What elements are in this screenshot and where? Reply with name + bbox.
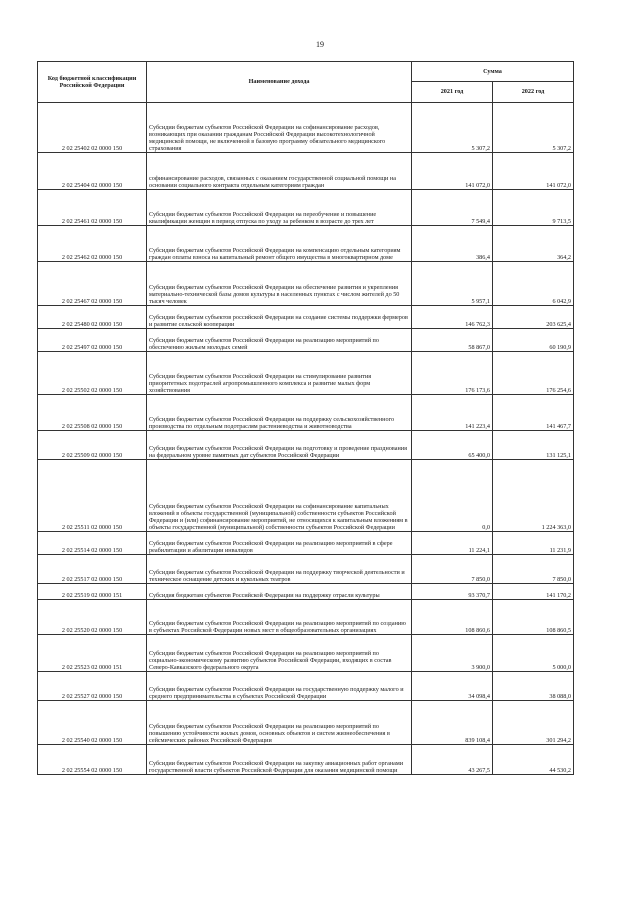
row-code: 2 02 25467 02 0000 150 bbox=[38, 262, 147, 306]
row-value-2021: 839 108,4 bbox=[412, 701, 493, 745]
table-row bbox=[38, 352, 574, 395]
row-value-2021: 5 957,1 bbox=[412, 262, 493, 306]
row-name: Субсидии бюджетам субъектов Российской Федерации на компенсацию отдельным категориям граждан оплаты взноса на капитальный ремонт общего имущества в многоквартирном доме bbox=[147, 226, 412, 262]
row-code: 2 02 25554 02 0000 150 bbox=[38, 745, 147, 775]
row-value-2022: 5 307,2 bbox=[493, 103, 574, 153]
row-code: 2 02 25517 02 0000 150 bbox=[38, 555, 147, 584]
row-value-2021: 5 307,2 bbox=[412, 103, 493, 153]
row-value-2021: 176 173,6 bbox=[412, 352, 493, 395]
row-value-2022: 301 294,2 bbox=[493, 701, 574, 745]
row-value-2022: 7 850,0 bbox=[493, 555, 574, 584]
row-value-2021: 65 400,0 bbox=[412, 431, 493, 460]
row-value-2022: 141 072,0 bbox=[493, 153, 574, 190]
table-row bbox=[38, 635, 574, 672]
row-value-2022: 9 713,5 bbox=[493, 190, 574, 226]
row-name: Субсидии бюджетам субъектов Российской Федерации на государственную поддержку малого и среднего предпринимательства в субъектах Российской Федерации bbox=[147, 672, 412, 701]
row-value-2021: 141 072,0 bbox=[412, 153, 493, 190]
table-row bbox=[38, 745, 574, 775]
row-value-2021: 34 098,4 bbox=[412, 672, 493, 701]
row-code: 2 02 25540 02 0000 150 bbox=[38, 701, 147, 745]
row-value-2022: 60 190,9 bbox=[493, 329, 574, 352]
row-value-2022: 141 467,7 bbox=[493, 395, 574, 431]
header-code: Код бюджетной классификации Российской Федерации bbox=[38, 62, 147, 103]
row-code: 2 02 25520 02 0000 150 bbox=[38, 600, 147, 635]
row-value-2021: 0,0 bbox=[412, 460, 493, 532]
row-code: 2 02 25497 02 0000 150 bbox=[38, 329, 147, 352]
row-name: Субсидия бюджетам субъектов Российской Федерации на поддержку отрасли культуры bbox=[147, 584, 412, 600]
row-value-2021: 7 549,4 bbox=[412, 190, 493, 226]
row-code: 2 02 25523 02 0000 151 bbox=[38, 635, 147, 672]
budget-table bbox=[37, 61, 574, 775]
row-value-2022: 38 088,0 bbox=[493, 672, 574, 701]
table-row bbox=[38, 226, 574, 262]
row-name: Субсидии бюджетам субъектов Российской Федерации на реализацию мероприятий по социально-экономическому развитию субъектов Российской Федерации, входящих в состав Северо-Кавказского федерального округа bbox=[147, 635, 412, 672]
table-row bbox=[38, 153, 574, 190]
row-code: 2 02 25502 02 0000 150 bbox=[38, 352, 147, 395]
row-value-2022: 108 860,5 bbox=[493, 600, 574, 635]
row-code: 2 02 25480 02 0000 150 bbox=[38, 306, 147, 329]
row-value-2021: 3 900,0 bbox=[412, 635, 493, 672]
table-row bbox=[38, 329, 574, 352]
row-name: Субсидии бюджетам субъектов Российской Федерации на переобучение и повышение квалификации женщин в период отпуска по уходу за ребенком в возрасте до трех лет bbox=[147, 190, 412, 226]
row-value-2022: 141 170,2 bbox=[493, 584, 574, 600]
row-value-2022: 44 530,2 bbox=[493, 745, 574, 775]
header-sum: Сумма bbox=[412, 62, 574, 82]
table-row bbox=[38, 306, 574, 329]
row-name: софинансирование расходов, связанных с оказанием государственной социальной помощи на основании социального контракта отдельным категориям граждан bbox=[147, 153, 412, 190]
row-value-2022: 6 042,9 bbox=[493, 262, 574, 306]
row-code: 2 02 25461 02 0000 150 bbox=[38, 190, 147, 226]
table-row bbox=[38, 584, 574, 600]
row-code: 2 02 25404 02 0000 150 bbox=[38, 153, 147, 190]
row-value-2021: 7 850,0 bbox=[412, 555, 493, 584]
row-code: 2 02 25509 02 0000 150 bbox=[38, 431, 147, 460]
row-value-2021: 93 370,7 bbox=[412, 584, 493, 600]
table-row bbox=[38, 555, 574, 584]
row-value-2022: 11 231,9 bbox=[493, 532, 574, 555]
table-row bbox=[38, 672, 574, 701]
row-name: Субсидии бюджетам субъектов Российской Федерации на поддержку творческой деятельности и техническое оснащение детских и кукольных театров bbox=[147, 555, 412, 584]
row-code: 2 02 25527 02 0000 150 bbox=[38, 672, 147, 701]
row-value-2021: 141 223,4 bbox=[412, 395, 493, 431]
row-value-2022: 176 254,6 bbox=[493, 352, 574, 395]
row-name: Субсидии бюджетам субъектов Российской Федерации на реализацию мероприятий по обеспечению жильем молодых семей bbox=[147, 329, 412, 352]
row-code: 2 02 25508 02 0000 150 bbox=[38, 395, 147, 431]
row-code: 2 02 25402 02 0000 150 bbox=[38, 103, 147, 153]
header-year-2021: 2021 год bbox=[412, 82, 493, 103]
row-name: Субсидии бюджетам субъектов Российской Федерации на реализацию мероприятий по повышению устойчивости жилых домов, основных объектов и систем жизнеобеспечения в сейсмических районах Российской Федерации bbox=[147, 701, 412, 745]
row-value-2021: 11 224,1 bbox=[412, 532, 493, 555]
table-row bbox=[38, 395, 574, 431]
row-name: Субсидии бюджетам субъектов Российской Федерации на обеспечение развития и укрепления материально-технической базы домов культуры в населенных пунктах с числом жителей до 50 тысяч человек bbox=[147, 262, 412, 306]
row-value-2022: 131 125,1 bbox=[493, 431, 574, 460]
row-value-2022: 364,2 bbox=[493, 226, 574, 262]
table-row bbox=[38, 701, 574, 745]
table-row bbox=[38, 262, 574, 306]
row-value-2021: 43 267,5 bbox=[412, 745, 493, 775]
table-row bbox=[38, 103, 574, 153]
row-value-2021: 58 867,0 bbox=[412, 329, 493, 352]
row-code: 2 02 25519 02 0000 151 bbox=[38, 584, 147, 600]
row-code: 2 02 25514 02 0000 150 bbox=[38, 532, 147, 555]
row-name: Субсидии бюджетам субъектов Российской Федерации на подготовку и проведение празднования на федеральном уровне памятных дат субъектов Российской Федерации bbox=[147, 431, 412, 460]
row-value-2022: 203 625,4 bbox=[493, 306, 574, 329]
row-name: Субсидии бюджетам субъектов российской Федерации на создание системы поддержки фермеров и развитие сельской кооперации bbox=[147, 306, 412, 329]
row-value-2022: 5 000,0 bbox=[493, 635, 574, 672]
row-name: Субсидии бюджетам субъектов Российской Федерации на закупку авиационных работ органами государственной власти субъектов Российской Федерации для оказания медицинской помощи bbox=[147, 745, 412, 775]
table-row bbox=[38, 190, 574, 226]
row-value-2021: 108 860,6 bbox=[412, 600, 493, 635]
row-code: 2 02 25511 02 0000 150 bbox=[38, 460, 147, 532]
header-year-2022: 2022 год bbox=[493, 82, 574, 103]
table-body bbox=[38, 103, 574, 775]
table-row bbox=[38, 532, 574, 555]
row-code: 2 02 25462 02 0000 150 bbox=[38, 226, 147, 262]
row-name: Субсидии бюджетам субъектов Российской Федерации на софинансирование капитальных вложений в объекты государственной (муниципальной) собственности субъектов Российской Федерации и (или) софинансирование мероприятий, не относящихся к капитальным вложениям в объекты государственной (муниципальной) собственности субъектов Российской Федерации bbox=[147, 460, 412, 532]
table-row bbox=[38, 460, 574, 532]
row-name: Субсидии бюджетам субъектов Российской Федерации на поддержку сельскохозяйственного производства по отдельным подотраслям растениеводства и животноводства bbox=[147, 395, 412, 431]
row-name: Субсидии бюджетам субъектов Российской Федерации на софинансирование расходов, возникающих при оказании гражданам Российской Федерации высокотехнологичной медицинской помощи, не включенной в базовую программу обязательного медицинского страхования bbox=[147, 103, 412, 153]
row-name: Субсидии бюджетам субъектов Российской Федерации на реализацию мероприятий в сфере реабилитации и абилитации инвалидов bbox=[147, 532, 412, 555]
row-value-2021: 386,4 bbox=[412, 226, 493, 262]
row-value-2021: 146 762,3 bbox=[412, 306, 493, 329]
table-row bbox=[38, 431, 574, 460]
table-row bbox=[38, 600, 574, 635]
row-value-2022: 1 224 363,0 bbox=[493, 460, 574, 532]
page-number: 19 bbox=[316, 40, 324, 49]
row-name: Субсидии бюджетам субъектов Российской Федерации на реализацию мероприятий по созданию в субъектах Российской Федерации новых мест в общеобразовательных организациях bbox=[147, 600, 412, 635]
header-name: Наименование дохода bbox=[147, 62, 412, 103]
row-name: Субсидии бюджетам субъектов Российской Федерации на стимулирование развития приоритетных подотраслей агропромышленного комплекса и развитие малых форм хозяйствования bbox=[147, 352, 412, 395]
